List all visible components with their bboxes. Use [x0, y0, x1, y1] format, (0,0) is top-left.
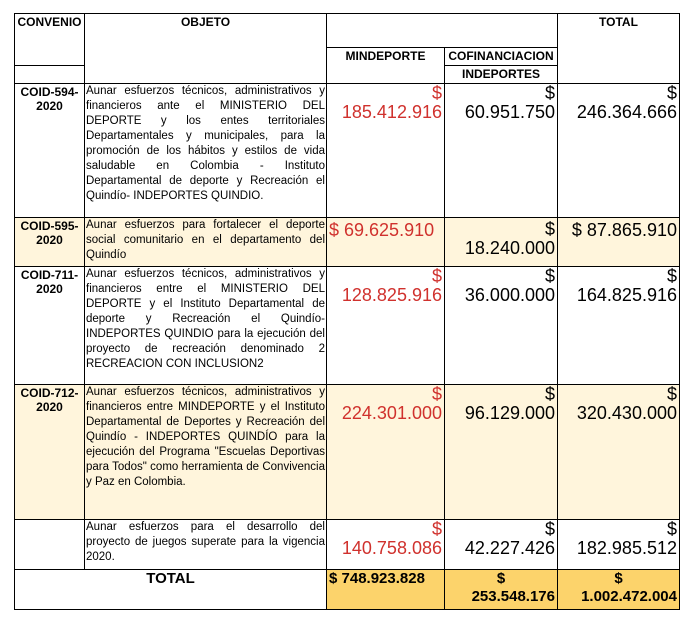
- table-row: [15, 267, 680, 385]
- convenio-cell: [15, 385, 85, 520]
- objeto-cell: Aunar esfuerzos técnicos, administrativos y financieros entre el MINISTERIO DEL DEPORTE y el Instituto Departamental de deporte y Recreación el Quindío-INDEPORTES QUINDIO para la ejecución del proyecto de recreación denominado 2 RECREACION CON INCLUSION2: [85, 267, 327, 385]
- header-cofinanciacion: COFINANCIACION: [445, 48, 558, 66]
- currency-symbol: $: [666, 384, 677, 404]
- table-row: [15, 520, 680, 570]
- currency-symbol: $: [431, 384, 442, 404]
- currency-symbol: $: [544, 519, 555, 539]
- convenio-year: 2020: [36, 233, 63, 247]
- convenio-cell: [15, 218, 85, 267]
- total-value: 164.825.916: [576, 285, 677, 305]
- convenio-code: COID-595-: [20, 219, 79, 233]
- mindeporte-value: 224.301.000: [341, 403, 442, 423]
- cofinanciacion-value: 60.951.750: [464, 102, 555, 122]
- convenio-year: 2020: [36, 400, 63, 414]
- header-convenio: CONVENIO: [15, 14, 85, 66]
- header-indeportes: INDEPORTES: [445, 66, 558, 84]
- total-cofinanciacion-value: 253.548.176: [471, 588, 555, 605]
- objeto-cell: Aunar esfuerzos técnicos, administrativos y financieros ante el MINISTERIO DEL DEPORTE y los entes territoriales Departamentales y municipales, para la promoción de los hábitos y estilos de vida saludable en Colombia - Instituto Departamental de deporte y Recreación el Quindío- INDEPORTES QUINDIO.: [85, 84, 327, 218]
- total-value: 246.364.666: [576, 102, 677, 122]
- mindeporte-value: 140.758.086: [341, 538, 442, 558]
- currency-symbol: $: [544, 266, 555, 286]
- budget-table-container: [14, 13, 679, 610]
- currency-symbol: $: [431, 83, 442, 103]
- header-objeto: OBJETO: [85, 14, 327, 84]
- currency-symbol: $: [666, 519, 677, 539]
- convenio-cell-empty: [15, 520, 85, 570]
- table-row: [15, 385, 680, 520]
- currency-symbol: $: [544, 219, 555, 239]
- total-grand-value: 1.002.472.004: [581, 588, 677, 605]
- cofinanciacion-cell: [445, 218, 558, 267]
- mindeporte-cell: [327, 218, 445, 267]
- cofinanciacion-cell: [445, 267, 558, 385]
- total-value: 182.985.512: [576, 538, 677, 558]
- total-cell: [558, 520, 680, 570]
- cofinanciacion-cell: [445, 520, 558, 570]
- cofinanciacion-value: 18.240.000: [464, 238, 555, 258]
- total-mindeporte: $ 748.923.828: [327, 570, 445, 610]
- cofinanciacion-value: 96.129.000: [464, 403, 555, 423]
- total-cell: [558, 218, 680, 267]
- total-cell: [558, 267, 680, 385]
- cofinanciacion-value: 36.000.000: [464, 285, 555, 305]
- header-funding-group: [327, 14, 558, 48]
- header-convenio-blank: [15, 66, 85, 84]
- cofinanciacion-value: 42.227.426: [464, 538, 555, 558]
- cofinanciacion-cell: [445, 84, 558, 218]
- total-cell: [558, 84, 680, 218]
- mindeporte-cell: [327, 520, 445, 570]
- currency-symbol: $: [544, 83, 555, 103]
- convenio-cell: [15, 267, 85, 385]
- currency-symbol: $: [666, 266, 677, 286]
- currency-symbol: $: [431, 519, 442, 539]
- total-cell: [558, 385, 680, 520]
- convenio-cell: [15, 84, 85, 218]
- total-grand: [558, 570, 680, 610]
- convenio-code: COID-594-: [20, 85, 79, 99]
- currency-symbol: $: [431, 266, 442, 286]
- total-value: $ 87.865.910: [571, 220, 677, 240]
- header-mindeporte: MINDEPORTE: [327, 48, 445, 84]
- objeto-cell: Aunar esfuerzos para fortalecer el deporte social comunitario en el departamento del Quindío: [85, 218, 327, 267]
- currency-symbol: $: [614, 570, 623, 587]
- mindeporte-cell: [327, 267, 445, 385]
- currency-symbol: $: [544, 384, 555, 404]
- table-row: [15, 218, 680, 267]
- objeto-cell: Aunar esfuerzos para el desarrollo del proyecto de juegos superate para la vigencia 2020.: [85, 520, 327, 570]
- cofinanciacion-cell: [445, 385, 558, 520]
- currency-symbol: $: [496, 570, 506, 587]
- convenio-code: COID-712-: [20, 386, 79, 400]
- total-value: 320.430.000: [576, 403, 677, 423]
- currency-symbol: $: [666, 83, 677, 103]
- table-row: [15, 84, 680, 218]
- mindeporte-value: 128.825.916: [341, 285, 442, 305]
- budget-table: [14, 13, 680, 610]
- convenio-year: 2020: [36, 282, 63, 296]
- convenio-code: COID-711-: [20, 268, 79, 282]
- total-cofinanciacion: [445, 570, 558, 610]
- objeto-cell: Aunar esfuerzos técnicos, administrativos y financieros entre MINDEPORTE y el Instituto Departamental de Deportes y Recreación del Quindío - INDEPORTES QUINDÍO para la ejecución del Programa "Escuelas Deportivas para Todos" como herramienta de Convivencia y Paz en Colombia.: [85, 385, 327, 520]
- total-label: TOTAL: [15, 570, 327, 610]
- mindeporte-value: $ 69.625.910: [329, 220, 435, 240]
- mindeporte-cell: [327, 385, 445, 520]
- mindeporte-value: 185.412.916: [341, 102, 442, 122]
- mindeporte-cell: [327, 84, 445, 218]
- header-total: TOTAL: [558, 14, 680, 84]
- total-row: [15, 570, 680, 610]
- convenio-year: 2020: [36, 99, 63, 113]
